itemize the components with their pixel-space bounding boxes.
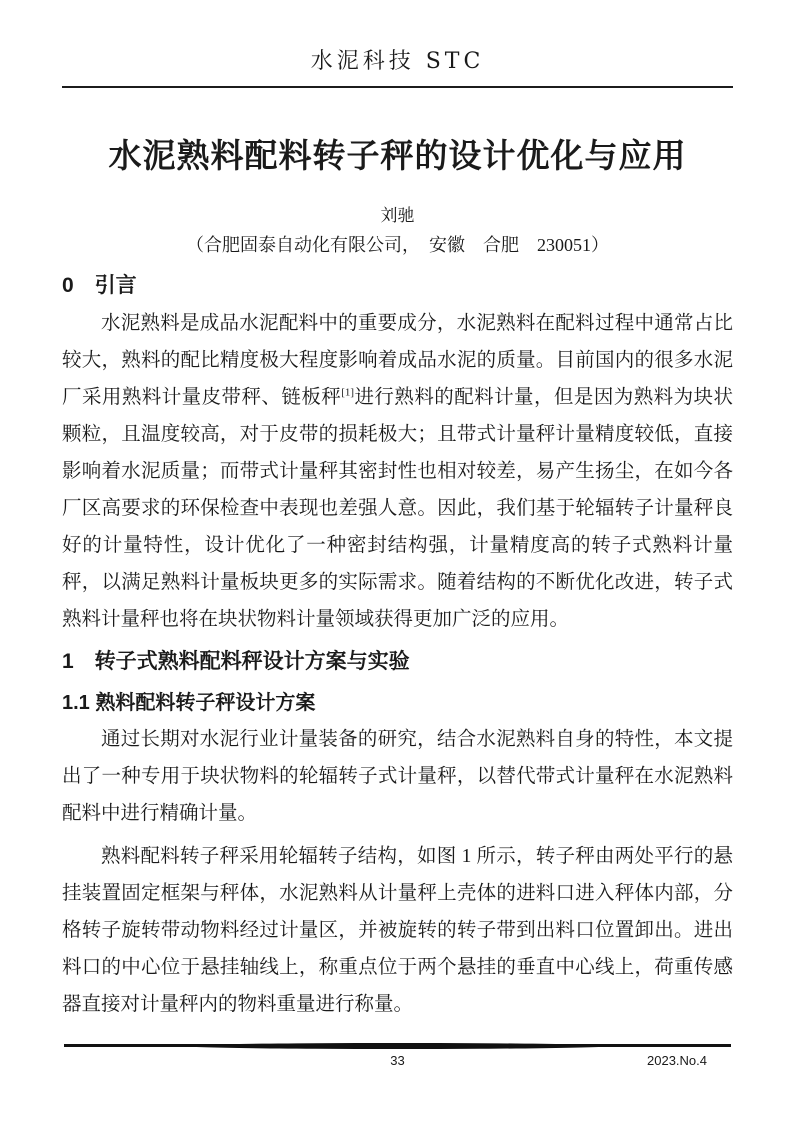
footer-rule xyxy=(64,1044,731,1047)
reference-marker-1: [1] xyxy=(341,386,355,399)
article-title: 水泥熟料配料转子秤的设计优化与应用 xyxy=(108,137,687,174)
author-name: 刘驰 xyxy=(380,206,415,225)
journal-header-title: 水泥科技 STC xyxy=(310,49,485,74)
design-paragraph-1: 通过长期对水泥行业计量装备的研究，结合水泥熟料自身的特性，本文提出了一种专用于块状物料的轮辐转子式计量秤，以替代带式计量秤在水泥熟料配料中进行精确计量。 xyxy=(62,729,733,824)
intro-paragraph-text-after-ref: 进行熟料的配料计量，但是因为熟料为块状颗粒，且温度较高，对于皮带的损耗极大；且带式计量秤计量精度较低，直接影响着水泥质量；而带式计量秤其密封性也相对较差，易产生扬尘，在如今各厂区高要求的环保检查中表现也差强人意。因此，我们基于轮辐转子计量秤良好的计量特性，设计优化了一种密封结构强，计量精度高的转子式熟料计量秤，以满足熟料计量板块更多的实际需求。随着结构的不断优化改进，转子式熟料计量秤也将在块状物料计量领域获得更加广泛的应用。 xyxy=(62,387,733,630)
page-footer xyxy=(64,1044,731,1069)
author-affiliation: （合肥固泰自动化有限公司， 安徽 合肥 230051） xyxy=(186,235,609,255)
intro-paragraph xyxy=(62,305,733,638)
intro-paragraph-text-before-ref: 水泥熟料是成品水泥配料中的重要成分，水泥熟料在配料过程中通常占比较大，熟料的配比精度极大程度影响着成品水泥的质量。目前国内的很多水泥厂采用熟料计量皮带秤、链板秤 xyxy=(62,313,733,408)
issue-label: 2023.No.4 xyxy=(647,1053,707,1068)
section-0-heading: 0 引言 xyxy=(62,274,137,297)
header-rule xyxy=(62,86,733,88)
page-number: 33 xyxy=(390,1053,405,1068)
footer-row xyxy=(64,1053,731,1069)
page-content xyxy=(62,0,733,1023)
section-1-heading: 1 转子式熟料配料秤设计方案与实验 xyxy=(62,650,410,673)
design-paragraph-2: 熟料配料转子秤采用轮辐转子结构，如图 1 所示，转子秤由两处平行的悬挂装置固定框架与秤体，水泥熟料从计量秤上壳体的进料口进入秤体内部，分格转子旋转带动物料经过计量区，并被旋转的转子带到出料口位置卸出。进出料口的中心位于悬挂轴线上，称重点位于两个悬挂的垂直中心线上，荷重传感器直接对计量秤内的物料重量进行称量。 xyxy=(62,846,733,1015)
section-1-1-heading: 1.1 熟料配料转子秤设计方案 xyxy=(62,692,316,714)
